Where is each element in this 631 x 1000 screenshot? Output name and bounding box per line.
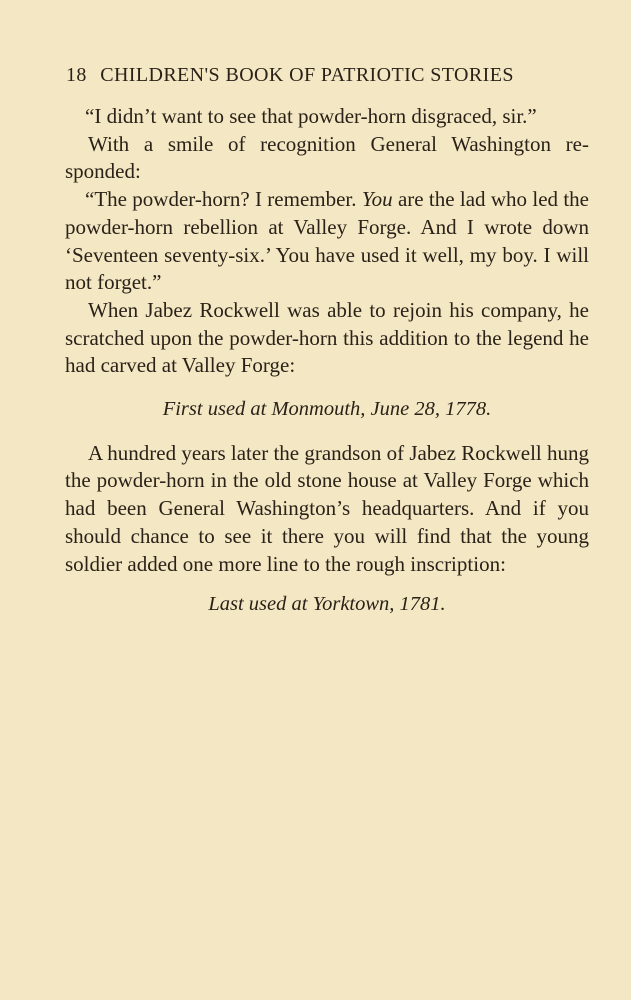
paragraph-3-emphasis: You [361,187,393,212]
inscription-yorktown: Last used at Yorktown, 1781. [208,593,446,616]
paragraph-5: A hundred years later the grandson of Jabez Rockwell hung the powder-horn in the old stone house at Valley Forge which had been General Washington’s headquarters. And if you should chance to see it there you will find that the young soldier added one more line to the rough inscription: [65,440,589,576]
paragraph-2: With a smile of recognition General Washington responded: [65,131,589,184]
paragraph-4: When Jabez Rockwell was able to rejoin his company, he scratched upon the powder-horn this addition to the legend he had carved at Valley Forge: [65,297,589,378]
page-body [65,103,589,619]
inscription-monmouth: First used at Monmouth, June 28, 1778. [162,398,492,421]
page-header [66,64,586,87]
page-number: 18 [66,64,87,86]
paragraph-3-start: “The powder-horn? I remember. [85,187,362,212]
paragraph-3-end: are the lad who led the powder-horn rebellion at Valley Forge. And I wrote down ‘Seventeen seventy-six.’ You have used it well, my boy. I will not forget.” [65,187,590,295]
paragraph-3 [65,186,589,297]
running-title: CHILDREN'S BOOK OF PATRIOTIC STORIES [100,64,514,86]
paragraph-1: “I didn’t want to see that powder-horn disgraced, sir.” [85,104,537,128]
